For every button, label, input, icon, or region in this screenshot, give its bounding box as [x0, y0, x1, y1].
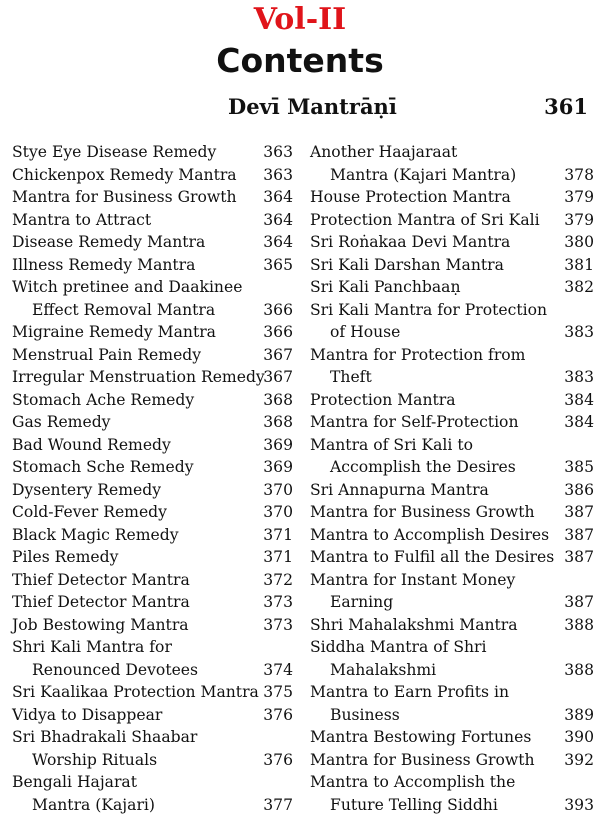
- toc-entry: [12, 254, 293, 277]
- entry-title: Mantra to Fulfil all the Desires: [310, 548, 555, 566]
- toc-entry: [12, 456, 293, 479]
- toc-entry: [310, 186, 594, 209]
- toc-entry: [12, 614, 293, 637]
- toc-entry: [12, 524, 293, 547]
- toc-entry: [310, 344, 594, 389]
- entry-title: Disease Remedy Mantra: [12, 233, 206, 251]
- toc-entry: [310, 681, 594, 726]
- toc-entry: [12, 186, 293, 209]
- entry-page-number: 363: [263, 165, 293, 184]
- entry-title-continuation: Worship Rituals: [32, 750, 158, 769]
- entry-page-number: 387: [564, 548, 594, 566]
- entry-title: Mantra for Protection from: [310, 345, 526, 364]
- toc-entry: [12, 344, 293, 367]
- entry-title: Stye Eye Disease Remedy: [12, 143, 217, 161]
- entry-page-number: 373: [263, 593, 293, 611]
- entry-title: Shri Mahalakshmi Mantra: [310, 615, 518, 634]
- entry-title: Mantra to Attract: [12, 210, 152, 229]
- entry-title: Sri Roṅakaa Devi Mantra: [310, 233, 511, 251]
- entry-title: Sri Kaalikaa Protection Mantra: [12, 683, 259, 701]
- toc-entry: [310, 141, 594, 186]
- entry-page-number: 363: [263, 143, 293, 161]
- entry-page-number: 370: [263, 503, 293, 521]
- entry-page-number: 370: [263, 480, 293, 499]
- entry-title-continuation: Accomplish the Desires: [330, 458, 516, 476]
- entry-title-continuation: Renounced Devotees: [32, 660, 199, 679]
- toc-entry: [310, 569, 594, 614]
- entry-page-number: 376: [263, 750, 293, 769]
- entry-title: Migraine Remedy Mantra: [12, 323, 216, 341]
- page-title: Contents: [216, 41, 384, 80]
- entry-title: Black Magic Remedy: [12, 525, 179, 544]
- entry-title: Mantra for Instant Money: [310, 570, 516, 589]
- entry-title: Mantra for Business Growth: [310, 750, 535, 769]
- toc-entry: [310, 299, 594, 344]
- toc-entry: [12, 704, 293, 727]
- entry-page-number: 366: [263, 300, 293, 319]
- toc-entry: [310, 434, 594, 479]
- entry-title-continuation: Future Telling Siddhi: [330, 795, 498, 814]
- entry-title: Mantra to Accomplish the: [310, 773, 516, 791]
- entry-page-number: 389: [564, 705, 594, 724]
- entry-page-number: 378: [564, 165, 594, 184]
- entry-title-continuation: Effect Removal Mantra: [32, 300, 216, 319]
- toc-entry: [12, 389, 293, 412]
- entry-page-number: 367: [263, 368, 293, 386]
- toc-entry: [12, 209, 293, 232]
- entry-title: Mantra Bestowing Fortunes: [310, 728, 532, 746]
- entry-title: Witch pretinee and Daakinee: [12, 278, 243, 296]
- entry-title: Mantra to Earn Profits in: [310, 683, 510, 701]
- entry-title-continuation: Earning: [330, 593, 394, 611]
- entry-title: Bengali Hajarat: [12, 773, 137, 791]
- entry-title-continuation: of House: [330, 323, 401, 341]
- entry-title: Shri Kali Mantra for: [12, 638, 172, 656]
- entry-title: Sri Annapurna Mantra: [310, 480, 489, 499]
- entry-title: Menstrual Pain Remedy: [12, 345, 202, 364]
- toc-entry: [310, 389, 594, 412]
- entry-title: House Protection Mantra: [310, 188, 511, 206]
- entry-title: Siddha Mantra of Shri: [310, 638, 487, 656]
- toc-entry: [310, 749, 594, 772]
- entry-page-number: 393: [564, 795, 594, 814]
- entry-title: Stomach Ache Remedy: [12, 390, 195, 409]
- entry-title: Sri Kali Mantra for Protection: [310, 300, 548, 319]
- entry-page-number: 377: [263, 795, 293, 814]
- toc-entry: [310, 524, 594, 547]
- entry-title: Another Haajaraat: [310, 143, 458, 161]
- entry-title: Protection Mantra: [310, 390, 456, 409]
- entry-title: Gas Remedy: [12, 413, 111, 431]
- toc-entry: [310, 411, 594, 434]
- toc-entry: [310, 231, 594, 254]
- entry-page-number: 382: [564, 278, 594, 296]
- entry-page-number: 386: [564, 480, 594, 499]
- entry-page-number: 371: [263, 548, 293, 566]
- toc-entry: [12, 726, 293, 771]
- entry-title: Cold-Fever Remedy: [12, 503, 167, 521]
- entry-title-continuation: Mantra (Kajari): [32, 795, 155, 814]
- toc-entry: [310, 771, 594, 816]
- entry-title: Job Bestowing Mantra: [12, 615, 189, 634]
- toc-entry: [12, 569, 293, 592]
- section-heading: [228, 92, 588, 122]
- toc-entry: [310, 209, 594, 232]
- entry-page-number: 385: [564, 458, 594, 476]
- entry-title: Mantra for Self-Protection: [310, 413, 519, 431]
- entry-title-continuation: Mahalakshmi: [330, 660, 437, 679]
- toc-entry: [310, 479, 594, 502]
- entry-page-number: 375: [263, 683, 293, 701]
- section-page-number: 361: [544, 94, 588, 119]
- entry-title: Protection Mantra of Sri Kali: [310, 210, 540, 229]
- entry-title: Thief Detector Mantra: [12, 593, 190, 611]
- entry-page-number: 387: [564, 525, 594, 544]
- toc-entry: [12, 546, 293, 569]
- entry-title: Dysentery Remedy: [12, 480, 162, 499]
- toc-entry: [12, 501, 293, 524]
- entry-title: Stomach Sche Remedy: [12, 458, 194, 476]
- entry-title: Vidya to Disappear: [12, 705, 163, 724]
- toc-entry: [310, 726, 594, 749]
- entry-page-number: 364: [263, 233, 293, 251]
- entry-title-continuation: Business: [330, 705, 400, 724]
- entry-page-number: 379: [564, 188, 594, 206]
- toc-entry: [310, 501, 594, 524]
- entry-page-number: 383: [564, 368, 594, 386]
- toc-entry: [310, 546, 594, 569]
- toc-entry: [12, 276, 293, 321]
- entry-page-number: 369: [263, 435, 293, 454]
- toc-entry: [12, 479, 293, 502]
- toc-entry: [12, 434, 293, 457]
- toc-entry: [310, 614, 594, 637]
- entry-page-number: 379: [564, 210, 594, 229]
- toc-entry: [12, 321, 293, 344]
- entry-title: Sri Kali Darshan Mantra: [310, 255, 504, 274]
- toc-entry: [310, 276, 594, 299]
- entry-title: Piles Remedy: [12, 548, 119, 566]
- entry-page-number: 367: [263, 345, 293, 364]
- entry-title: Thief Detector Mantra: [12, 570, 190, 589]
- toc-entry: [12, 681, 293, 704]
- entry-title-continuation: Mantra (Kajari Mantra): [330, 165, 517, 184]
- entry-title: Mantra for Business Growth: [310, 503, 535, 521]
- entry-page-number: 387: [564, 503, 594, 521]
- entry-page-number: 368: [263, 390, 293, 409]
- entry-title: Sri Kali Panchbaaṇ: [310, 278, 461, 296]
- toc-entry: [12, 411, 293, 434]
- toc-entry: [12, 591, 293, 614]
- volume-label: Vol-II: [253, 2, 347, 37]
- entry-page-number: 383: [564, 323, 594, 341]
- entry-title: Illness Remedy Mantra: [12, 255, 196, 274]
- entry-page-number: 368: [263, 413, 293, 431]
- toc-entry: [12, 141, 293, 164]
- entry-page-number: 374: [263, 660, 293, 679]
- section-title: Devī Mantrāṇī: [228, 94, 397, 119]
- entry-title: Mantra of Sri Kali to: [310, 435, 474, 454]
- entry-page-number: 392: [564, 750, 594, 769]
- entry-page-number: 387: [564, 593, 594, 611]
- toc-entry: [12, 366, 293, 389]
- entry-page-number: 380: [564, 233, 594, 251]
- entry-page-number: 376: [263, 705, 293, 724]
- toc-entry: [310, 254, 594, 277]
- toc-entry: [310, 636, 594, 681]
- entry-title: Mantra for Business Growth: [12, 188, 237, 206]
- entry-title-continuation: Theft: [330, 368, 372, 386]
- toc-left-column: [12, 141, 293, 816]
- entry-title: Mantra to Accomplish Desires: [310, 525, 550, 544]
- entry-page-number: 388: [564, 660, 594, 679]
- entry-page-number: 384: [564, 390, 594, 409]
- entry-page-number: 366: [263, 323, 293, 341]
- entry-page-number: 388: [564, 615, 594, 634]
- entry-page-number: 364: [263, 210, 293, 229]
- toc-entry: [12, 231, 293, 254]
- entry-page-number: 384: [564, 413, 594, 431]
- entry-page-number: 371: [263, 525, 293, 544]
- toc-right-column: [310, 141, 594, 816]
- entry-page-number: 365: [263, 255, 293, 274]
- toc-entry: [12, 771, 293, 816]
- entry-title: Chickenpox Remedy Mantra: [12, 165, 237, 184]
- entry-page-number: 372: [263, 570, 293, 589]
- toc-entry: [12, 164, 293, 187]
- entry-title: Sri Bhadrakali Shaabar: [12, 728, 198, 746]
- toc-entry: [12, 636, 293, 681]
- entry-page-number: 381: [564, 255, 594, 274]
- entry-page-number: 364: [263, 188, 293, 206]
- entry-title: Bad Wound Remedy: [12, 435, 171, 454]
- entry-page-number: 390: [564, 728, 594, 746]
- entry-page-number: 369: [263, 458, 293, 476]
- entry-title: Irregular Menstruation Remedy: [12, 368, 265, 386]
- entry-page-number: 373: [263, 615, 293, 634]
